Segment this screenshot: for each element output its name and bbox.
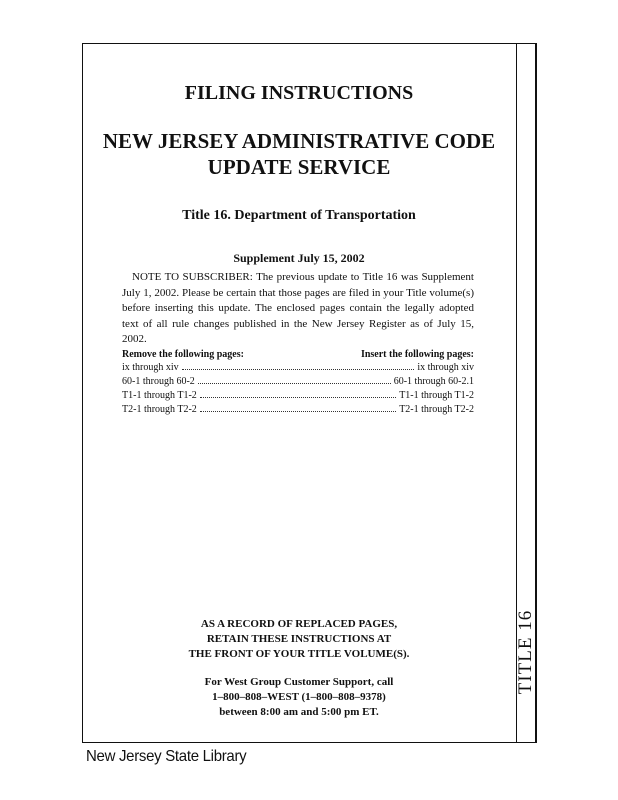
department-title: Title 16. Department of Transportation <box>182 208 416 223</box>
dot-leader <box>200 411 396 412</box>
table-row <box>122 376 474 390</box>
table-row <box>122 362 474 376</box>
remove-header: Remove the following pages: <box>122 349 244 360</box>
customer-support-note <box>82 675 516 720</box>
dot-leader <box>200 397 396 398</box>
table-row <box>122 390 474 404</box>
page-replacement-table <box>122 349 474 418</box>
support-line: For West Group Customer Support, call <box>204 676 394 688</box>
dot-leader <box>182 369 415 370</box>
insert-pages: 60-1 through 60-2.1 <box>393 376 474 387</box>
remove-pages: T1-1 through T1-2 <box>122 390 197 401</box>
record-line: THE FRONT OF YOUR TITLE VOLUME(S). <box>188 648 410 660</box>
remove-pages: ix through xiv <box>122 362 179 373</box>
filing-instructions-title: FILING INSTRUCTIONS <box>184 82 414 104</box>
code-title-line2: UPDATE SERVICE <box>207 155 391 179</box>
remove-pages: 60-1 through 60-2 <box>122 376 195 387</box>
record-line: RETAIN THESE INSTRUCTIONS AT <box>206 633 392 645</box>
subscriber-notice: NOTE TO SUBSCRIBER: The previous update to Title 16 was Supplement July 1, 2002. Please be certain that those pages are filed in your Title volume(s) before inserting this update. The enclosed pages contain the legally adopted text of all rule changes published in the New Jersey Register as of July 15, 2002. <box>122 271 474 345</box>
side-tab-label: TITLE 16 <box>515 609 536 695</box>
remove-pages: T2-1 through T2-2 <box>122 404 197 415</box>
table-header <box>122 349 474 360</box>
code-title <box>82 128 516 180</box>
insert-header: Insert the following pages: <box>360 349 474 360</box>
table-row <box>122 404 474 418</box>
insert-pages: T1-1 through T1-2 <box>399 390 474 401</box>
supplement-date: Supplement July 15, 2002 <box>233 251 365 265</box>
record-line: AS A RECORD OF REPLACED PAGES, <box>200 618 398 630</box>
dot-leader <box>198 383 391 384</box>
record-retention-note <box>82 617 516 662</box>
support-hours: between 8:00 am and 5:00 pm ET. <box>219 706 379 718</box>
library-stamp: New Jersey State Library <box>86 747 247 766</box>
support-phone: 1–800–808–WEST (1–800–808–9378) <box>212 691 386 703</box>
insert-pages: ix through xiv <box>417 362 474 373</box>
code-title-line1: NEW JERSEY ADMINISTRATIVE CODE <box>102 129 496 153</box>
insert-pages: T2-1 through T2-2 <box>399 404 474 415</box>
